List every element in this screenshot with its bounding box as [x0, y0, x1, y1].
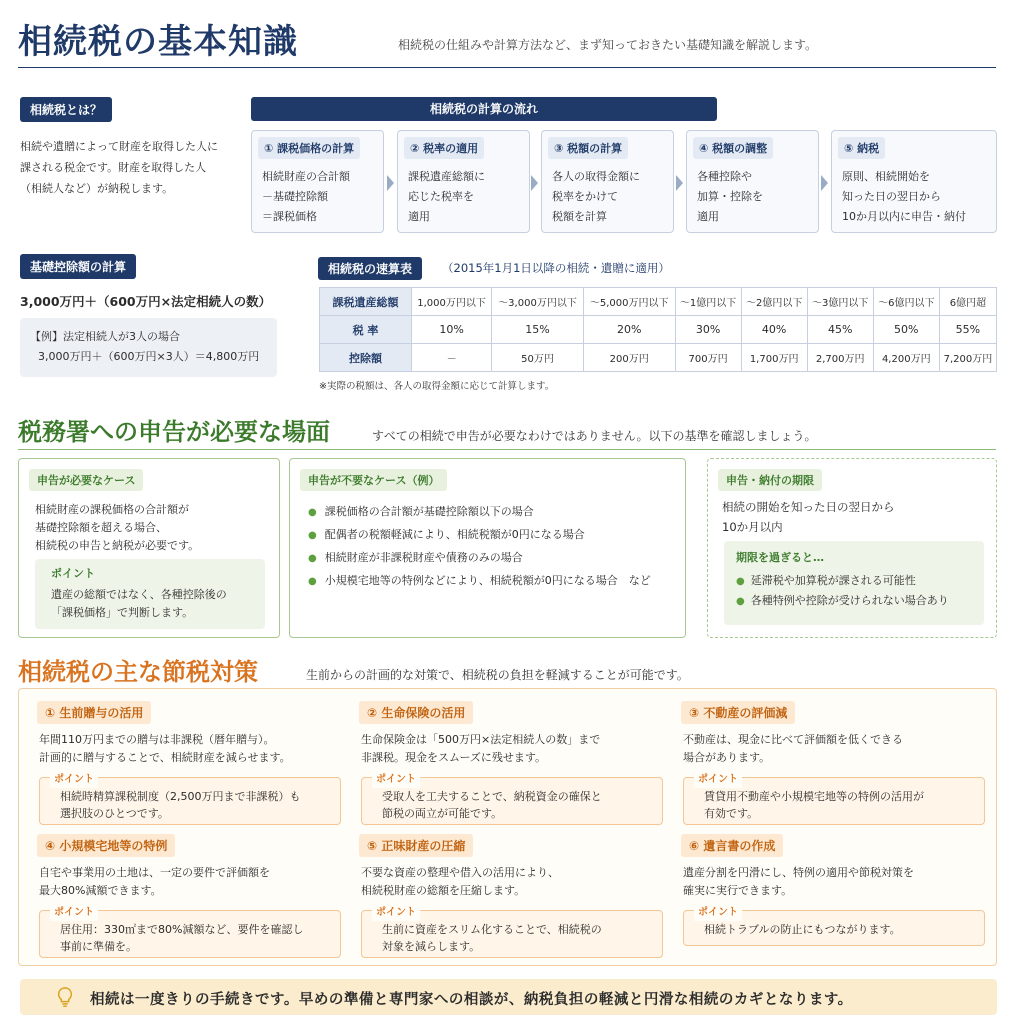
flow-step-body: 各人の取得金額に 税率をかけて 税額を計算: [552, 170, 640, 223]
point-text: 居住用：330㎡まで80%減額など、要件を確認し 事前に準備を。: [60, 923, 304, 953]
rate-table: [319, 287, 997, 372]
flow-arrow-icon: [821, 175, 828, 191]
table-cell: 1,700万円: [741, 344, 807, 372]
table-cell: 7,200万円: [939, 344, 996, 372]
savings-card-body: 自宅や事業用の土地は、一定の要件で評価額を 最大80%減額できます。: [39, 866, 270, 897]
savings-section-subtitle: 生前からの計画的な対策で、相続税の負担を軽減することが可能です。: [306, 668, 689, 682]
header-divider: [18, 67, 996, 68]
savings-card-point: [39, 907, 341, 958]
filing-required-label: 申告が必要なケース: [29, 469, 143, 491]
point-label: ポイント: [694, 904, 742, 921]
filing-required-text: [35, 501, 199, 555]
table-cell: 6億円超: [939, 288, 996, 316]
flow-step-body: 課税遺産総額に 応じた税率を 適用: [408, 170, 485, 223]
filing-deadline-box: [707, 458, 997, 638]
point-label: ポイント: [50, 771, 98, 788]
flow-step-title: ④ 税額の調整: [693, 137, 773, 159]
filing-divider: [18, 449, 996, 450]
savings-card: [37, 701, 347, 825]
savings-card: [359, 701, 669, 825]
flow-title: 相続税の計算の流れ: [251, 97, 717, 121]
table-cell: 税 率: [320, 316, 412, 344]
flow-step-body: 相続財産の合計額 －基礎控除額 ＝課税価格: [262, 170, 350, 223]
table-cell: ～1億円以下: [675, 288, 741, 316]
filing-section-subtitle: すべての相続で申告が必要なわけではありません。以下の基準を確認しましょう。: [372, 429, 817, 443]
example-line: 【例】法定相続人が3人の場合: [30, 330, 180, 343]
list-item: ● 各種特例や控除が受けられない場合あり: [736, 591, 972, 611]
flow-step-3: [541, 130, 674, 233]
table-cell: －: [412, 344, 492, 372]
text-line: 「課税価格」で判断します。: [51, 606, 194, 619]
table-cell: 700万円: [675, 344, 741, 372]
point-label: ポイント: [372, 771, 420, 788]
footer-text: 相続は一度きりの手続きです。早めの準備と専門家への相談が、納税負担の軽減と円滑な相続のカギとなります。: [90, 992, 853, 1008]
text-line: 相続税の申告と納税が必要です。: [35, 539, 200, 552]
filing-not-required-list: [308, 501, 651, 593]
whatis-label: 相続税とは？: [20, 97, 112, 122]
savings-card-title: ① 生前贈与の活用: [37, 701, 151, 724]
table-cell: 課税遺産総額: [320, 288, 412, 316]
whatis-description: [20, 136, 235, 199]
whatis-line: 課される税金です。財産を取得した人: [20, 161, 207, 174]
flow-step-title: ⑤ 納税: [838, 137, 885, 159]
flow-step-4: [686, 130, 819, 233]
list-item: ● 延滞税や加算税が課される可能性: [736, 571, 972, 591]
flow-arrow-icon: [531, 175, 538, 191]
point-label: ポイント: [372, 904, 420, 921]
table-cell: ～5,000万円以下: [583, 288, 675, 316]
table-cell: 2,700万円: [807, 344, 873, 372]
text-line: 相続財産の課税価格の合計額が: [35, 503, 189, 516]
flow-step-1: [251, 130, 384, 233]
table-cell: 30%: [675, 316, 741, 344]
late-warning-label: 期限を過ぎると…: [736, 551, 824, 564]
savings-card-body: 年間110万円までの贈与は非課税（暦年贈与）。 計画的に贈与することで、相続財産を減らせます。: [39, 733, 291, 764]
point-text: 生前に資産をスリム化することで、相続税の 対象を減らします。: [382, 923, 602, 953]
table-cell: ～3億円以下: [807, 288, 873, 316]
text-line: 相続の開始を知った日の翌日から: [722, 500, 895, 514]
savings-card: [681, 834, 991, 958]
filing-deadline-text: [722, 497, 895, 537]
table-cell: 10%: [412, 316, 492, 344]
savings-card-point: [361, 774, 663, 825]
whatis-line: （相続人など）が納税します。: [20, 182, 174, 195]
text-line: 10か月以内: [722, 520, 783, 534]
filing-required-point: [35, 559, 265, 629]
savings-card-title: ⑥ 遺言書の作成: [681, 834, 783, 857]
rate-table-subtitle: （2015年1月1日以降の相続・遺贈に適用）: [442, 261, 670, 275]
flow-step-body: 原則、相続開始を 知った日の翌日から 10か月以内に申告・納付: [842, 170, 966, 223]
savings-card-title: ③ 不動産の評価減: [681, 701, 795, 724]
savings-card-body: 生命保険金は「500万円×法定相続人の数」まで 非課税。現金をスムーズに残せます。: [361, 733, 601, 764]
point-label: ポイント: [51, 567, 95, 580]
late-warning-box: [724, 541, 984, 625]
flow-step-5: [831, 130, 997, 233]
filing-deadline-label: 申告・納付の期限: [718, 469, 822, 491]
flow-step-title: ① 課税価格の計算: [258, 137, 360, 159]
table-cell: ～6億円以下: [873, 288, 939, 316]
flow-arrow-icon: [676, 175, 683, 191]
filing-required-box: [18, 458, 280, 638]
rate-table-note: ※実際の税額は、各人の取得金額に応じて計算します。: [319, 381, 555, 392]
rate-table-label: 相続税の速算表: [318, 257, 422, 280]
basic-deduction-example: [20, 318, 277, 377]
list-item: ● 配偶者の税額軽減により、相続税額が0円になる場合: [308, 524, 651, 547]
table-cell: ～3,000万円以下: [492, 288, 584, 316]
filing-not-required-label: 申告が不要なケース（例）: [300, 469, 447, 491]
text-line: 基礎控除額を超える場合、: [35, 521, 167, 534]
table-cell: 50%: [873, 316, 939, 344]
savings-card-point: [683, 774, 985, 825]
savings-card-title: ④ 小規模宅地等の特例: [37, 834, 175, 857]
filing-section-title: 税務署への申告が必要な場面: [18, 417, 330, 446]
basic-deduction-formula: 3,000万円＋（600万円×法定相続人の数）: [20, 294, 272, 309]
lightbulb-icon: [54, 986, 76, 1008]
list-item: ● 課税価格の合計額が基礎控除額以下の場合: [308, 501, 651, 524]
table-cell: 50万円: [492, 344, 584, 372]
savings-card-body: 不動産は、現金に比べて評価額を低くできる 場合があります。: [683, 733, 903, 764]
table-cell: 15%: [492, 316, 584, 344]
point-label: ポイント: [50, 904, 98, 921]
page-title: 相続税の基本知識: [18, 22, 298, 62]
table-cell: 1,000万円以下: [412, 288, 492, 316]
table-cell: 40%: [741, 316, 807, 344]
savings-card-point: [683, 907, 985, 946]
footer-banner: [20, 979, 997, 1015]
savings-card-point: [361, 907, 663, 958]
point-text: 相続トラブルの防止にもつながります。: [704, 923, 901, 936]
savings-card-title: ⑤ 正味財産の圧縮: [359, 834, 473, 857]
savings-card: [37, 834, 347, 958]
savings-card-body: 不要な資産の整理や借入の活用により、 相続税財産の総額を圧縮します。: [361, 866, 559, 897]
example-line: 3,000万円＋（600万円×3人）＝4,800万円: [38, 350, 260, 363]
table-cell: 控除額: [320, 344, 412, 372]
table-cell: 55%: [939, 316, 996, 344]
point-label: ポイント: [694, 771, 742, 788]
savings-card-point: [39, 774, 341, 825]
flow-step-body: 各種控除や 加算・控除を 適用: [697, 170, 763, 223]
flow-step-title: ② 税率の適用: [404, 137, 484, 159]
savings-card: [681, 701, 991, 825]
table-row: [320, 316, 997, 344]
point-text: 受取人を工夫することで、納税資金の確保と 節税の両立が可能です。: [382, 790, 602, 820]
flow-step-2: [397, 130, 530, 233]
savings-card-body: 遺産分割を円滑にし、特例の適用や節税対策を 確実に実行できます。: [683, 866, 914, 897]
page-subtitle: 相続税の仕組みや計算方法など、まず知っておきたい基礎知識を解説します。: [398, 38, 818, 52]
savings-card: [359, 834, 669, 958]
list-item: ● 相続財産が非課税財産や債務のみの場合: [308, 547, 651, 570]
savings-section-title: 相続税の主な節税対策: [18, 657, 258, 686]
table-cell: 45%: [807, 316, 873, 344]
flow-arrow-icon: [387, 175, 394, 191]
point-text: 賃貸用不動産や小規模宅地等の特例の活用が 有効です。: [704, 790, 924, 820]
table-row: [320, 288, 997, 316]
text-line: 遺産の総額ではなく、各種控除後の: [51, 588, 227, 601]
table-cell: 200万円: [583, 344, 675, 372]
list-item: ● 小規模宅地等の特例などにより、相続税額が0円になる場合 など: [308, 570, 651, 593]
table-cell: ～2億円以下: [741, 288, 807, 316]
point-text: 相続時精算課税制度（2,500万円まで非課税）も 選択肢のひとつです。: [60, 790, 301, 820]
flow-step-title: ③ 税額の計算: [548, 137, 628, 159]
basic-deduction-label: 基礎控除額の計算: [20, 254, 136, 279]
table-row: [320, 344, 997, 372]
savings-card-title: ② 生命保険の活用: [359, 701, 473, 724]
table-cell: 20%: [583, 316, 675, 344]
filing-not-required-box: [289, 458, 686, 638]
table-cell: 4,200万円: [873, 344, 939, 372]
whatis-line: 相続や遺贈によって財産を取得した人に: [20, 140, 218, 153]
